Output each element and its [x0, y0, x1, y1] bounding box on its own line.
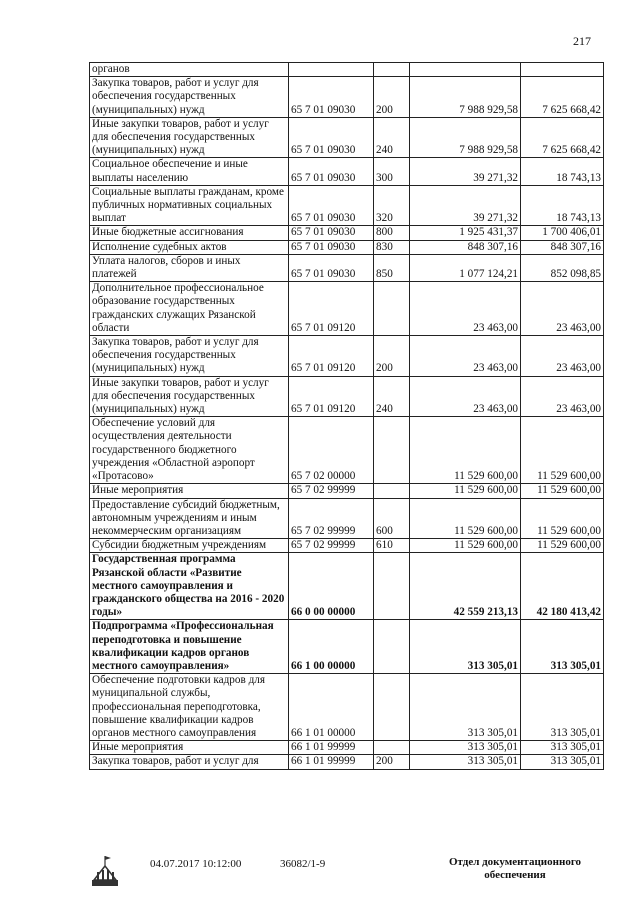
row-fact-amount: 7 625 668,42	[521, 77, 604, 118]
row-vr-code	[374, 417, 410, 484]
row-vr-code	[374, 553, 410, 620]
row-vr-code	[374, 484, 410, 498]
footer-datetime: 04.07.2017 10:12:00	[150, 858, 242, 870]
row-fact-amount: 313 305,01	[521, 741, 604, 755]
row-csr-code: 65 7 01 09120	[289, 376, 374, 417]
budget-table	[89, 62, 604, 770]
row-name: Социальные выплаты гражданам, кроме публичных нормативных социальных выплат	[90, 185, 289, 226]
row-csr-code: 65 7 02 99999	[289, 498, 374, 539]
row-csr-code: 66 0 00 00000	[289, 553, 374, 620]
row-vr-code	[374, 63, 410, 77]
row-vr-code: 200	[374, 77, 410, 118]
row-plan-amount: 7 988 929,58	[410, 77, 521, 118]
row-name: Иные закупки товаров, работ и услуг для обеспечения государственных (муниципальных) нужд	[90, 376, 289, 417]
table-row	[90, 674, 604, 741]
row-name: Закупка товаров, работ и услуг для обеспечения государственных (муниципальных) нужд	[90, 336, 289, 377]
page-number: 217	[573, 34, 591, 48]
row-vr-code	[374, 620, 410, 674]
footer-department-line1: Отдел документационного	[448, 856, 582, 868]
row-plan-amount: 11 529 600,00	[410, 498, 521, 539]
row-vr-code	[374, 674, 410, 741]
table-row	[90, 741, 604, 755]
table-row	[90, 226, 604, 240]
table-row	[90, 336, 604, 377]
row-vr-code: 800	[374, 226, 410, 240]
row-vr-code	[374, 741, 410, 755]
table-row	[90, 755, 604, 769]
table-row	[90, 417, 604, 484]
row-vr-code: 830	[374, 240, 410, 254]
row-fact-amount: 11 529 600,00	[521, 498, 604, 539]
row-fact-amount	[521, 63, 604, 77]
row-plan-amount: 39 271,32	[410, 158, 521, 185]
table-row	[90, 158, 604, 185]
row-vr-code: 200	[374, 336, 410, 377]
row-vr-code: 240	[374, 376, 410, 417]
row-csr-code: 65 7 01 09120	[289, 282, 374, 336]
row-csr-code: 65 7 01 09030	[289, 158, 374, 185]
row-plan-amount: 23 463,00	[410, 376, 521, 417]
row-fact-amount: 313 305,01	[521, 620, 604, 674]
row-plan-amount: 848 307,16	[410, 240, 521, 254]
row-csr-code: 66 1 00 00000	[289, 620, 374, 674]
row-csr-code: 66 1 01 99999	[289, 741, 374, 755]
row-name: Субсидии бюджетным учреждениям	[90, 539, 289, 553]
table-row	[90, 498, 604, 539]
row-fact-amount: 42 180 413,42	[521, 553, 604, 620]
row-name: Иные мероприятия	[90, 741, 289, 755]
row-plan-amount: 313 305,01	[410, 741, 521, 755]
row-name: органов	[90, 63, 289, 77]
row-name: Социальное обеспечение и иные выплаты населению	[90, 158, 289, 185]
row-plan-amount: 313 305,01	[410, 620, 521, 674]
row-vr-code: 200	[374, 755, 410, 769]
row-plan-amount	[410, 63, 521, 77]
row-name: Уплата налогов, сборов и иных платежей	[90, 254, 289, 281]
row-fact-amount: 11 529 600,00	[521, 417, 604, 484]
table-row	[90, 553, 604, 620]
row-vr-code: 240	[374, 117, 410, 158]
row-fact-amount: 848 307,16	[521, 240, 604, 254]
row-name: Закупка товаров, работ и услуг для обеспечения государственных (муниципальных) нужд	[90, 77, 289, 118]
table-row	[90, 484, 604, 498]
row-csr-code: 66 1 01 99999	[289, 755, 374, 769]
row-name: Предоставление субсидий бюджетным, автономным учреждениям и иным некоммерческим организациям	[90, 498, 289, 539]
row-csr-code	[289, 63, 374, 77]
row-fact-amount: 18 743,13	[521, 185, 604, 226]
row-fact-amount: 18 743,13	[521, 158, 604, 185]
table-row	[90, 185, 604, 226]
row-vr-code: 320	[374, 185, 410, 226]
row-plan-amount: 11 529 600,00	[410, 417, 521, 484]
table-row	[90, 77, 604, 118]
row-fact-amount: 313 305,01	[521, 674, 604, 741]
row-plan-amount: 23 463,00	[410, 336, 521, 377]
row-name: Государственная программа Рязанской области «Развитие местного самоуправления и гражданского общества на 2016 - 2020 годы»	[90, 553, 289, 620]
row-plan-amount: 42 559 213,13	[410, 553, 521, 620]
row-name: Подпрограмма «Профессиональная переподготовка и повышение квалификации кадров органов местного самоуправления»	[90, 620, 289, 674]
row-csr-code: 65 7 02 99999	[289, 484, 374, 498]
row-csr-code: 65 7 01 09030	[289, 254, 374, 281]
footer-department	[430, 856, 600, 882]
row-fact-amount: 1 700 406,01	[521, 226, 604, 240]
row-csr-code: 66 1 01 00000	[289, 674, 374, 741]
row-vr-code: 610	[374, 539, 410, 553]
row-csr-code: 65 7 02 99999	[289, 539, 374, 553]
footer-department-line2: обеспечения	[484, 869, 546, 881]
table-row	[90, 620, 604, 674]
row-csr-code: 65 7 01 09120	[289, 336, 374, 377]
row-fact-amount: 11 529 600,00	[521, 539, 604, 553]
table-row	[90, 539, 604, 553]
row-name: Иные мероприятия	[90, 484, 289, 498]
row-vr-code: 300	[374, 158, 410, 185]
row-plan-amount: 1 077 124,21	[410, 254, 521, 281]
row-name: Обеспечение условий для осуществления деятельности государственного бюджетного учреждения «Областной аэропорт «Протасово»	[90, 417, 289, 484]
row-csr-code: 65 7 01 09030	[289, 185, 374, 226]
row-name: Иные закупки товаров, работ и услуг для обеспечения государственных (муниципальных) нужд	[90, 117, 289, 158]
row-name: Обеспечение подготовки кадров для муниципальной службы, профессиональная переподготовка, повышение квалификации кадров органов местного самоуправления	[90, 674, 289, 741]
row-csr-code: 65 7 02 00000	[289, 417, 374, 484]
row-name: Иные бюджетные ассигнования	[90, 226, 289, 240]
row-vr-code: 600	[374, 498, 410, 539]
table-row	[90, 63, 604, 77]
table-row	[90, 282, 604, 336]
row-vr-code	[374, 282, 410, 336]
row-plan-amount: 7 988 929,58	[410, 117, 521, 158]
row-plan-amount: 1 925 431,37	[410, 226, 521, 240]
row-fact-amount: 313 305,01	[521, 755, 604, 769]
row-name: Исполнение судебных актов	[90, 240, 289, 254]
footer-doc-number: 36082/1-9	[280, 858, 326, 870]
row-plan-amount: 11 529 600,00	[410, 539, 521, 553]
row-name: Закупка товаров, работ и услуг для	[90, 755, 289, 769]
row-csr-code: 65 7 01 09030	[289, 77, 374, 118]
row-plan-amount: 23 463,00	[410, 282, 521, 336]
row-plan-amount: 11 529 600,00	[410, 484, 521, 498]
duma-logo-icon	[90, 852, 120, 888]
table-row	[90, 240, 604, 254]
table-row	[90, 117, 604, 158]
table-row	[90, 254, 604, 281]
table-row	[90, 376, 604, 417]
row-name: Дополнительное профессиональное образование государственных гражданских служащих Рязанской области	[90, 282, 289, 336]
row-fact-amount: 11 529 600,00	[521, 484, 604, 498]
row-vr-code: 850	[374, 254, 410, 281]
row-fact-amount: 852 098,85	[521, 254, 604, 281]
row-fact-amount: 23 463,00	[521, 336, 604, 377]
row-fact-amount: 7 625 668,42	[521, 117, 604, 158]
row-plan-amount: 39 271,32	[410, 185, 521, 226]
row-plan-amount: 313 305,01	[410, 755, 521, 769]
row-csr-code: 65 7 01 09030	[289, 240, 374, 254]
row-fact-amount: 23 463,00	[521, 282, 604, 336]
row-csr-code: 65 7 01 09030	[289, 226, 374, 240]
row-fact-amount: 23 463,00	[521, 376, 604, 417]
row-csr-code: 65 7 01 09030	[289, 117, 374, 158]
row-plan-amount: 313 305,01	[410, 674, 521, 741]
